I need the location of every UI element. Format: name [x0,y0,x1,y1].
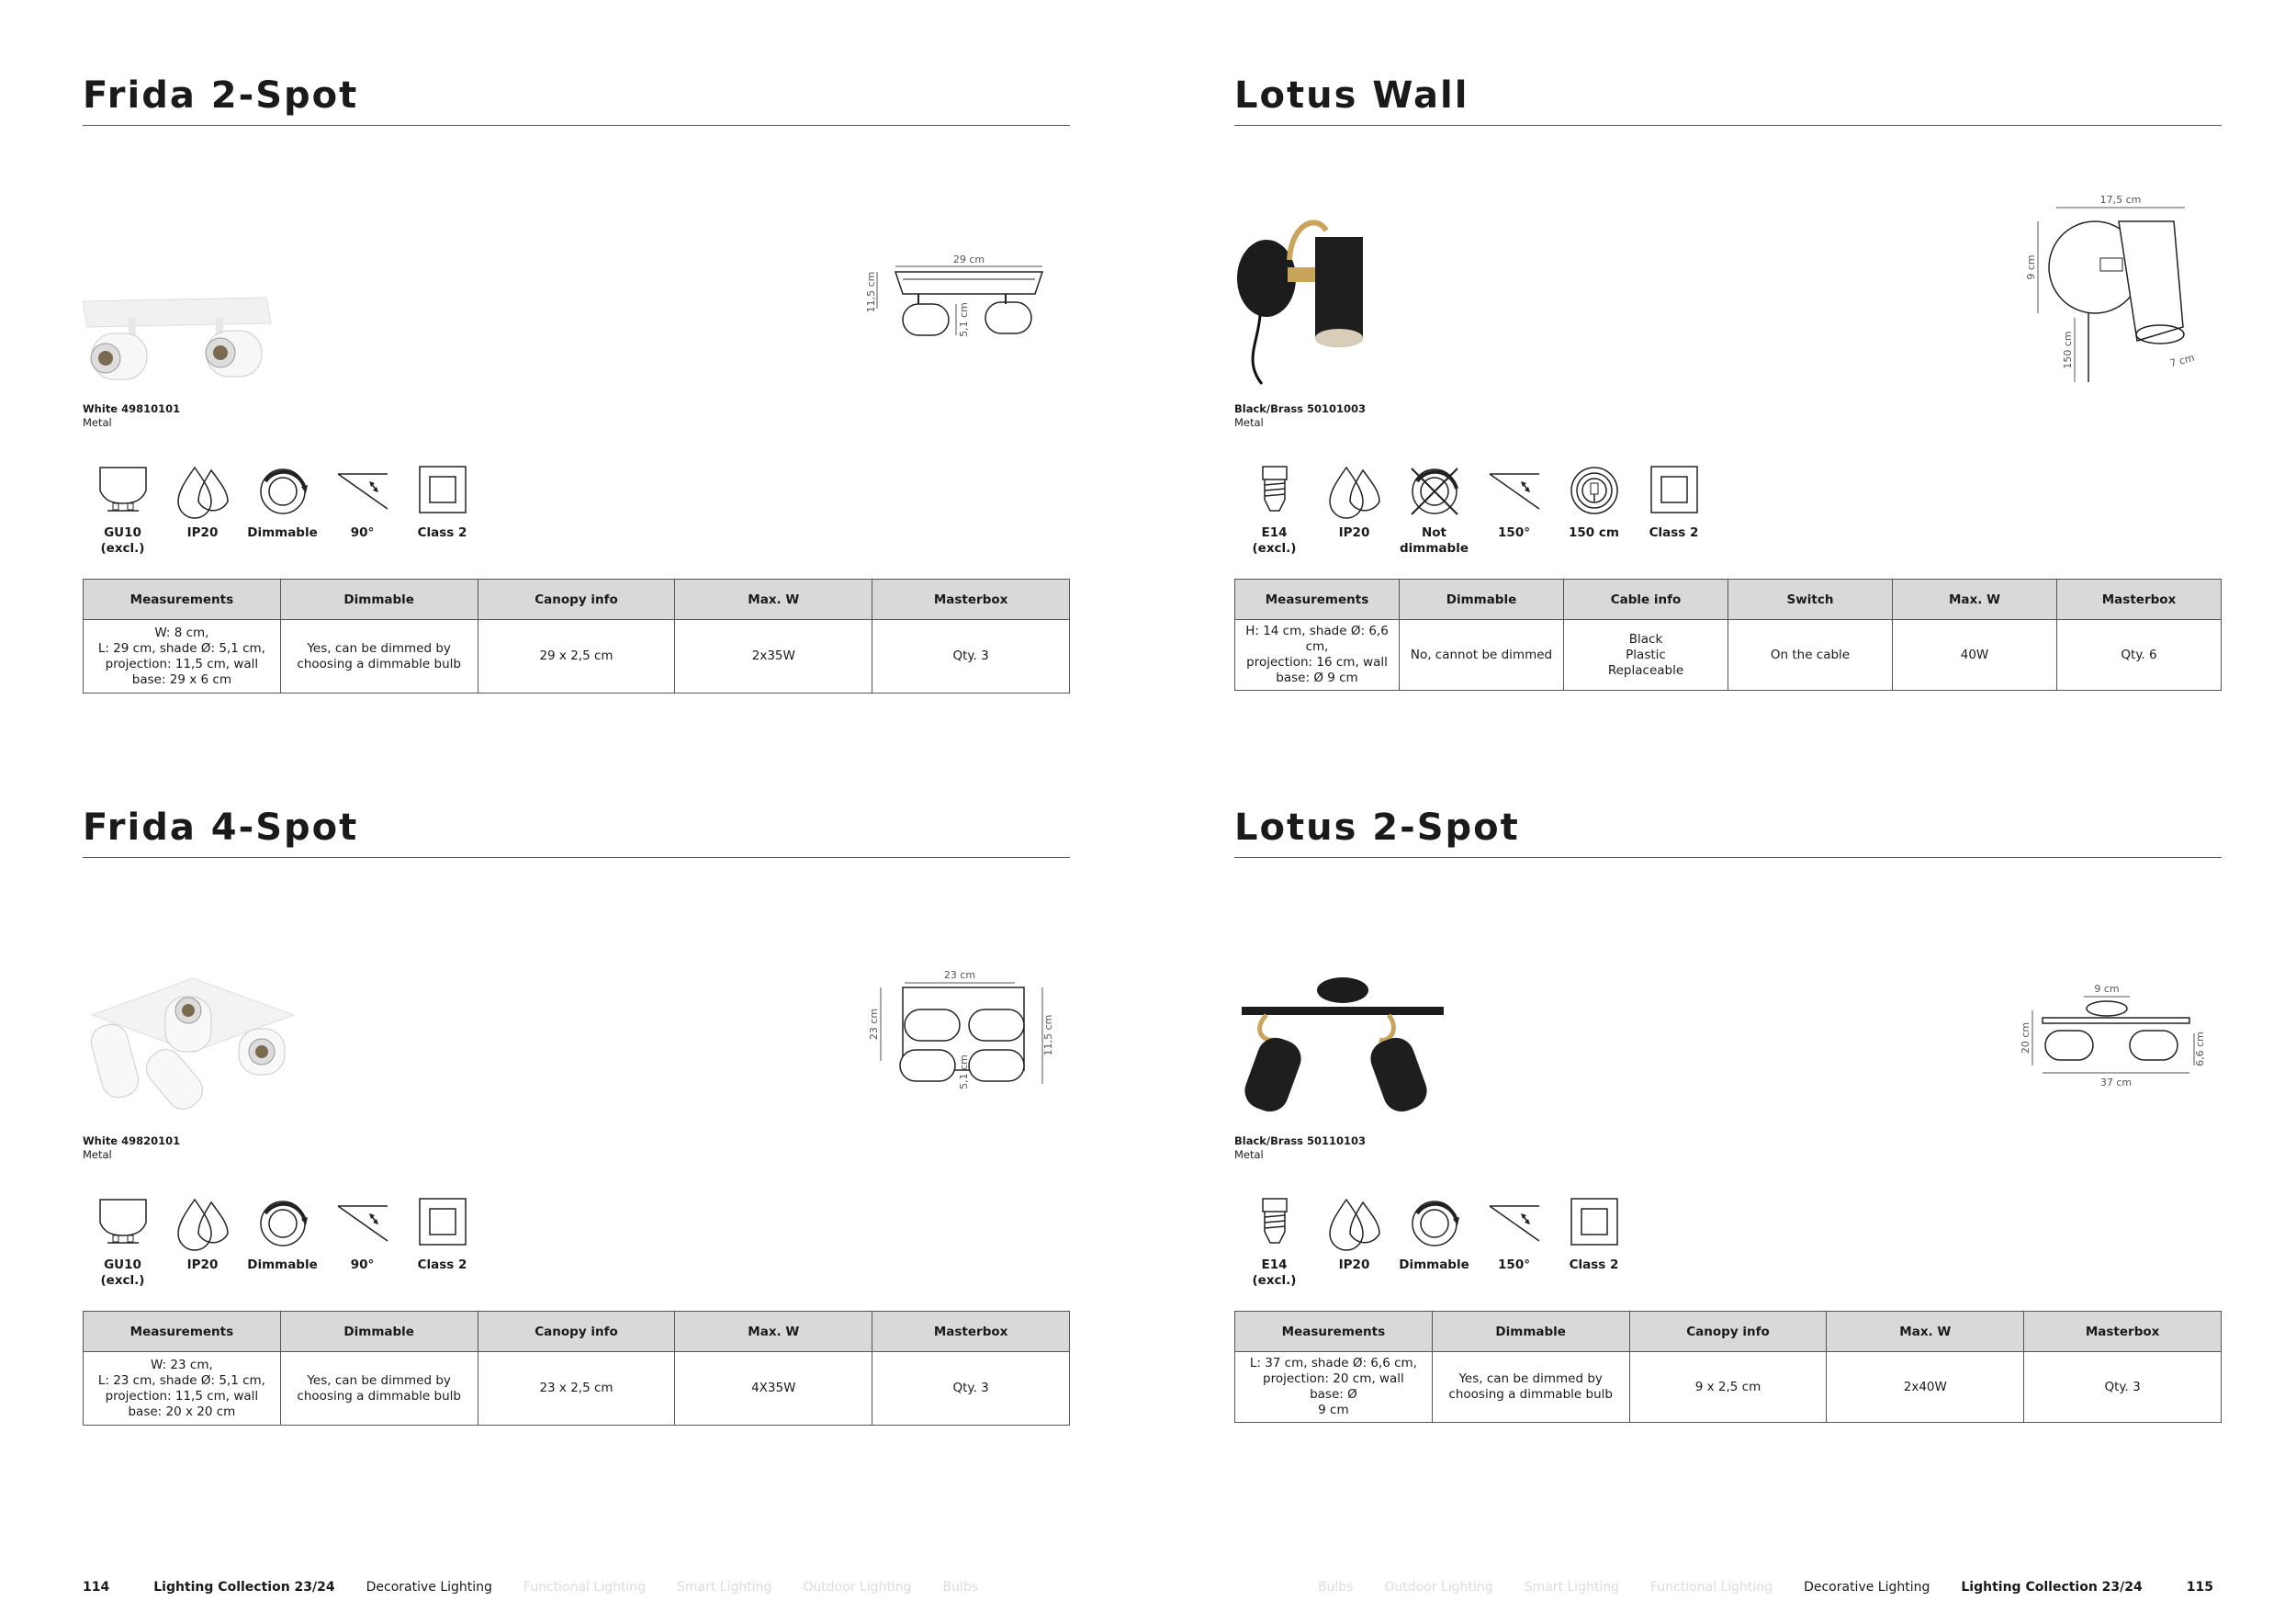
variant-info [83,1134,180,1162]
table-cell: Qty. 3 [872,620,1070,694]
table-header: Max. W [1827,1312,2024,1352]
feature-dimmable [1394,1195,1474,1289]
table-row [84,1352,1070,1426]
footer-nav-outdoor[interactable]: Outdoor Lighting [803,1580,912,1595]
dim-length-label: 37 cm [2099,1077,2133,1088]
page-number: 114 [83,1580,110,1595]
dim-height-label: 20 cm [2020,1021,2032,1054]
dimension-drawing [2020,194,2212,396]
table-cell: Qty. 6 [2057,620,2222,691]
gu10-socket-icon [95,1195,152,1250]
feature-label: Class 2 [417,1257,467,1272]
feature-label: Class 2 [417,525,467,540]
feature-label: 90° [350,1257,375,1272]
table-header: Masterbox [872,1312,1070,1352]
footer-left [83,1580,1009,1595]
feature-label: 90° [350,525,375,540]
footer-nav-smart[interactable]: Smart Lighting [1524,1580,1620,1595]
footer-nav-smart[interactable]: Smart Lighting [676,1580,772,1595]
table-cell: Yes, can be dimmed by choosing a dimmable bulb [280,620,478,694]
table-row [1235,620,2222,691]
table-cell: 2x40W [1827,1352,2024,1423]
rotation-angle-icon [1486,1195,1543,1250]
feature-class2 [1634,463,1714,557]
feature-class2 [402,463,482,557]
feature-icons [83,463,482,557]
footer-nav-decorative[interactable]: Decorative Lighting [366,1580,492,1595]
dim-width-label: 17,5 cm [2099,194,2142,206]
product-lotus-wall [1234,72,2222,715]
dim-width-label: 23 cm [943,969,976,981]
footer-nav-bulbs[interactable]: Bulbs [942,1580,979,1595]
dim-shade-label: 6,6 cm [2194,1032,2206,1066]
feature-label: Dimmable [247,525,318,540]
variant-material: Metal [83,416,112,429]
feature-label: Class 2 [1649,525,1699,540]
dim-cable-label: 150 cm [2062,331,2074,369]
dim-shade-label: 5,1 cm [958,1054,970,1089]
feature-dimmable [242,463,322,557]
rotation-angle-icon [1486,463,1543,518]
feature-ip20 [1314,1195,1394,1289]
product-title: Lotus Wall [1234,74,1469,117]
feature-icons [83,1195,482,1289]
feature-ip20 [163,1195,242,1289]
product-frida-4-spot [83,804,1070,1447]
variant-name: White 49820101 [83,1134,181,1147]
table-header: Measurements [1235,1312,1433,1352]
table-row [84,620,1070,694]
table-header: Masterbox [872,580,1070,620]
feature-cable [1554,463,1634,557]
footer-right [1318,1580,2213,1595]
table-cell: Qty. 3 [872,1352,1070,1426]
variant-name: Black/Brass 50101003 [1234,402,1367,415]
table-header: Measurements [1235,580,1400,620]
feature-angle [322,1195,402,1289]
table-header-row [1235,1312,2222,1352]
table-header: Masterbox [2057,580,2222,620]
rotation-angle-icon [334,463,391,518]
feature-label: E14 (excl.) [1252,1257,1297,1288]
variant-info [83,402,180,430]
product-lotus-2-spot [1234,804,2222,1447]
feature-angle [1474,1195,1554,1289]
footer-collection: Lighting Collection 23/24 [1961,1580,2143,1595]
feature-icons [1234,1195,1634,1289]
dim-height-label: 11,5 cm [865,271,877,313]
feature-e14 [1234,463,1314,557]
table-header: Cable info [1564,580,1728,620]
product-title: Frida 4-Spot [83,806,359,849]
feature-e14 [1234,1195,1314,1289]
class2-icon [414,463,471,518]
spec-table [83,1311,1070,1426]
dim-shade-label: 5,1 cm [958,302,970,337]
table-header: Max. W [1893,580,2057,620]
title-rule [1234,857,2222,858]
table-header: Canopy info [478,580,675,620]
ip20-drops-icon [1326,1195,1383,1250]
variant-material: Metal [83,1148,112,1161]
dimmable-icon [254,1195,311,1250]
dim-projection-label: 11,5 cm [1042,1014,1054,1056]
table-header: Switch [1728,580,1893,620]
table-row [1235,1352,2222,1423]
table-header: Dimmable [280,1312,478,1352]
feature-angle [322,463,402,557]
dimmable-icon [254,463,311,518]
cable-plug-icon [1566,463,1623,518]
table-cell: 4X35W [675,1352,872,1426]
feature-label: Dimmable [1399,1257,1469,1272]
not-dimmable-icon [1406,463,1463,518]
variant-name: Black/Brass 50110103 [1234,1134,1367,1147]
footer-nav-decorative[interactable]: Decorative Lighting [1804,1580,1930,1595]
feature-gu10 [83,463,163,557]
table-cell: Qty. 3 [2024,1352,2222,1423]
feature-angle [1474,463,1554,557]
dim-depth-label: 23 cm [868,1008,880,1041]
feature-class2 [1554,1195,1634,1289]
feature-label: IP20 [186,1257,219,1272]
table-cell: 23 x 2,5 cm [478,1352,675,1426]
dimension-drawing [868,969,1061,1107]
table-header: Dimmable [1400,580,1564,620]
table-cell: L: 37 cm, shade Ø: 6,6 cm, projection: 20 cm, wall base: Ø 9 cm [1235,1352,1433,1423]
rotation-angle-icon [334,1195,391,1250]
dimension-drawing [2020,983,2212,1093]
spec-table [83,579,1070,694]
table-header: Dimmable [280,580,478,620]
table-header: Measurements [84,580,281,620]
table-cell: 2x35W [675,620,872,694]
footer-nav-outdoor[interactable]: Outdoor Lighting [1384,1580,1493,1595]
feature-label: GU10 (excl.) [100,1257,145,1288]
ip20-drops-icon [174,1195,231,1250]
dim-shade-label: 7 cm [2168,351,2196,370]
feature-icons [1234,463,1714,557]
title-rule [83,857,1070,858]
page-number: 115 [2186,1580,2213,1595]
product-photo [83,960,303,1125]
table-header-row [84,580,1070,620]
table-header: Max. W [675,580,872,620]
feature-label: IP20 [186,525,219,540]
table-cell: On the cable [1728,620,1893,691]
table-header: Max. W [675,1312,872,1352]
gu10-socket-icon [95,463,152,518]
ip20-drops-icon [174,463,231,518]
table-cell: No, cannot be dimmed [1400,620,1564,691]
footer-nav-functional[interactable]: Functional Lighting [523,1580,646,1595]
feature-label: IP20 [1338,1257,1370,1272]
dim-height-label: 9 cm [2025,254,2037,280]
table-cell: 29 x 2,5 cm [478,620,675,694]
dim-width-label: 29 cm [952,254,985,265]
table-cell: 40W [1893,620,2057,691]
feature-label: E14 (excl.) [1252,525,1297,556]
table-header: Dimmable [1432,1312,1629,1352]
product-title: Frida 2-Spot [83,74,359,117]
feature-label: Dimmable [247,1257,318,1272]
dimmable-icon [1406,1195,1463,1250]
feature-label: 150° [1498,525,1530,540]
product-title: Lotus 2-Spot [1234,806,1520,849]
feature-label: IP20 [1338,525,1370,540]
class2-icon [1646,463,1703,518]
feature-class2 [402,1195,482,1289]
title-rule [1234,125,2222,126]
table-cell: Black Plastic Replaceable [1564,620,1728,691]
feature-dimmable [242,1195,322,1289]
feature-label: Class 2 [1569,1257,1619,1272]
title-rule [83,125,1070,126]
feature-label: GU10 (excl.) [100,525,145,556]
table-cell: W: 8 cm, L: 29 cm, shade Ø: 5,1 cm, projection: 11,5 cm, wall base: 29 x 6 cm [84,620,281,694]
product-frida-2-spot [83,72,1070,715]
footer-collection: Lighting Collection 23/24 [153,1580,335,1595]
feature-ip20 [1314,463,1394,557]
e14-bulb-socket-icon [1246,463,1303,518]
variant-material: Metal [1234,416,1264,429]
variant-name: White 49810101 [83,402,181,415]
table-cell: H: 14 cm, shade Ø: 6,6 cm, projection: 16 cm, wall base: Ø 9 cm [1235,620,1400,691]
spec-table [1234,579,2222,691]
product-photo [1234,974,1455,1121]
class2-icon [414,1195,471,1250]
product-photo [1234,205,1400,389]
feature-ip20 [163,463,242,557]
variant-material: Metal [1234,1148,1264,1161]
footer-nav-functional[interactable]: Functional Lighting [1650,1580,1773,1595]
ip20-drops-icon [1326,463,1383,518]
table-header: Canopy info [1629,1312,1827,1352]
feature-label: 150° [1498,1257,1530,1272]
spec-table [1234,1311,2222,1423]
feature-label: 150 cm [1569,525,1619,540]
table-header: Measurements [84,1312,281,1352]
table-header-row [84,1312,1070,1352]
table-header-row [1235,580,2222,620]
dimension-drawing [865,254,1061,355]
feature-not-dimmable [1394,463,1474,557]
table-cell: Yes, can be dimmed by choosing a dimmable bulb [1432,1352,1629,1423]
variant-info [1234,1134,1366,1162]
e14-bulb-socket-icon [1246,1195,1303,1250]
feature-label: Not dimmable [1400,525,1469,556]
table-header: Masterbox [2024,1312,2222,1352]
product-photo [83,292,285,393]
feature-gu10 [83,1195,163,1289]
table-header: Canopy info [478,1312,675,1352]
table-cell: W: 23 cm, L: 23 cm, shade Ø: 5,1 cm, projection: 11,5 cm, wall base: 20 x 20 cm [84,1352,281,1426]
variant-info [1234,402,1366,430]
table-cell: Yes, can be dimmed by choosing a dimmable bulb [280,1352,478,1426]
footer-nav-bulbs[interactable]: Bulbs [1317,1580,1354,1595]
table-cell: 9 x 2,5 cm [1629,1352,1827,1423]
class2-icon [1566,1195,1623,1250]
dim-canopy-label: 9 cm [2094,983,2120,995]
